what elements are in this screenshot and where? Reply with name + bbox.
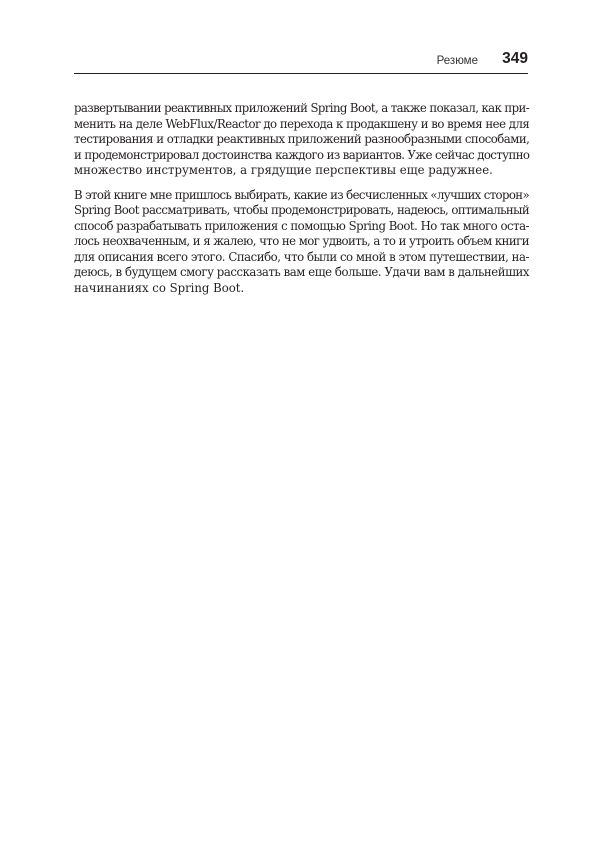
paragraph-2 (74, 188, 529, 297)
text-line: менить на деле WebFlux/Reactor до перехода к продакшену и во время нее для (74, 116, 530, 131)
text-line: лось неохваченным, и я жалею, что не мог удвоить, а то и утроить объем книги (74, 234, 530, 248)
text-line: для описания всего этого. Спасибо, что были со мной в этом путешествии, на- (74, 249, 529, 264)
text-line: В этой книге мне пришлось выбирать, какие из бесчисленных «лучших сторон» (74, 187, 530, 202)
paragraph-1 (74, 101, 529, 179)
header-rule (74, 73, 528, 74)
page-number: 349 (502, 50, 528, 67)
body-text (74, 101, 529, 296)
text-line: способ разрабатывать приложения с помощью Spring Boot. Но так много оста- (74, 218, 529, 233)
text-line: развертывании реактивных приложений Spring Boot, а также показал, как при- (74, 101, 530, 115)
text-line: и продемонстрировал достоинства каждого из вариантов. Уже сейчас доступно (74, 147, 530, 162)
text-line: начинаниях со Spring Boot. (74, 280, 245, 295)
text-line: деюсь, в будущем смогу рассказать вам еще больше. Удачи вам в дальнейших (74, 265, 529, 279)
running-head-section-title: Резюме (436, 55, 478, 67)
page-header (74, 50, 528, 74)
text-line: Spring Boot рассматривать, чтобы продемонстрировать, надеюсь, оптимальный (74, 203, 530, 217)
text-line: тестирования и отладки реактивных приложений разнообразными способами, (74, 132, 530, 146)
text-line: множество инструментов, а грядущие перспективы еще радужнее. (74, 163, 493, 177)
